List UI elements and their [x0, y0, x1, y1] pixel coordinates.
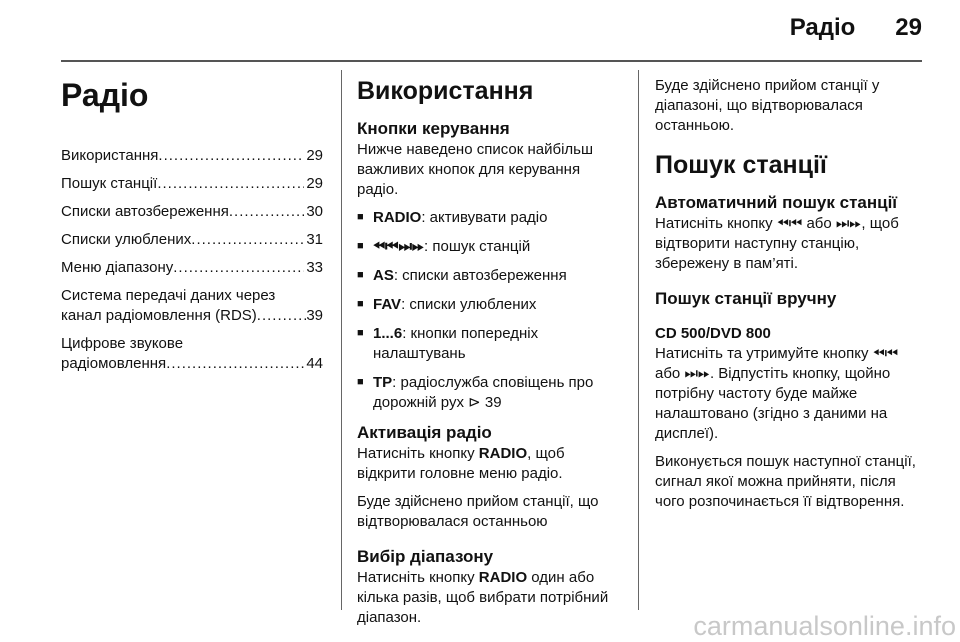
column-divider [638, 70, 639, 610]
section-heading-search: Пошук станції [655, 151, 827, 179]
band-note: Буде здійснено прийом станції у діапазоні, що відтворювалася останньою. [655, 77, 880, 134]
controls-intro: Нижче наведено список найбільш важливих кнопок для керування радіо. [357, 141, 594, 198]
column-divider [341, 70, 342, 610]
watermark: carmanualsonline.info [693, 611, 956, 641]
table-of-contents [61, 146, 323, 374]
toc-entry[interactable]: Списки автозбереження ..... 30 [61, 202, 323, 222]
activate-note: Буде здійснено прийом станції, що відтворювалася останньою [357, 493, 599, 530]
subheading-activate-radio: Активація радіо [357, 423, 492, 442]
toc-entry-dab[interactable]: Цифрове звукове радіомовлення ..... 44 [61, 334, 323, 374]
subheading-controls: Кнопки керування [357, 119, 510, 138]
model-label: CD 500/DVD 800 [655, 325, 771, 342]
band-paragraph: Натисніть кнопку RADIO один або кілька разів, щоб вибрати потрібний діапазон. [357, 569, 609, 626]
section-heading-usage: Використання [357, 77, 534, 105]
subheading-auto-search: Автоматичний пошук станції [655, 193, 898, 212]
usage-column [357, 76, 619, 636]
list-item: ■ 1...6: кнопки попередніх налаштувань [357, 324, 619, 364]
list-item: ■ FAV: списки улюблених [357, 295, 619, 315]
toc-entry[interactable]: Пошук станції ..... 29 [61, 174, 323, 194]
page-header [790, 14, 922, 54]
toc-entry-rds[interactable]: Система передачі даних через канал радіомовлення (RDS) ..... 39 [61, 286, 323, 326]
activate-paragraph: Натисніть кнопку RADIO, щоб відкрити головне меню радіо. [357, 445, 565, 482]
manual-search-paragraph: Натисніть та утримуйте кнопку ⏪︎⏮︎ або ⏭︎⏩︎. Відпустіть кнопку, щойно потрібну частоту буде майже налаштовано (згідно з даними на дисплеї). [655, 345, 899, 442]
header-divider [61, 60, 922, 62]
manual-search-result: Виконується пошук наступної станції, сигнал якої можна прийняти, після чого розпочинається її відтворення. [655, 453, 916, 510]
header-title: Радіо [789, 14, 856, 41]
list-item: ■ TP: радіослужба сповіщень про дорожній рух ⊳ 39 [357, 373, 619, 413]
auto-search-paragraph: Натисніть кнопку ⏪︎⏮︎ або ⏭︎⏩︎, щоб відтворити наступну станцію, збережену в пам’яті. [655, 215, 899, 272]
controls-list [357, 208, 619, 413]
list-item: ■ RADIO: активувати радіо [357, 208, 619, 228]
page-number: 29 [895, 14, 922, 41]
page-title: Радіо [61, 77, 149, 113]
subheading-band-select: Вибір діапазону [357, 547, 494, 566]
toc-entry[interactable]: Списки улюблених ..... 31 [61, 230, 323, 250]
toc-entry[interactable]: Використання ..... 29 [61, 146, 323, 166]
toc-column [61, 76, 323, 382]
subheading-manual-search: Пошук станції вручну [655, 289, 837, 308]
list-item: ■ ⏪︎⏮︎⏭︎⏩︎: пошук станцій [357, 237, 619, 257]
list-item: ■ AS: списки автозбереження [357, 266, 619, 286]
search-column [655, 76, 923, 520]
toc-entry[interactable]: Меню діапазону ..... 33 [61, 258, 323, 278]
